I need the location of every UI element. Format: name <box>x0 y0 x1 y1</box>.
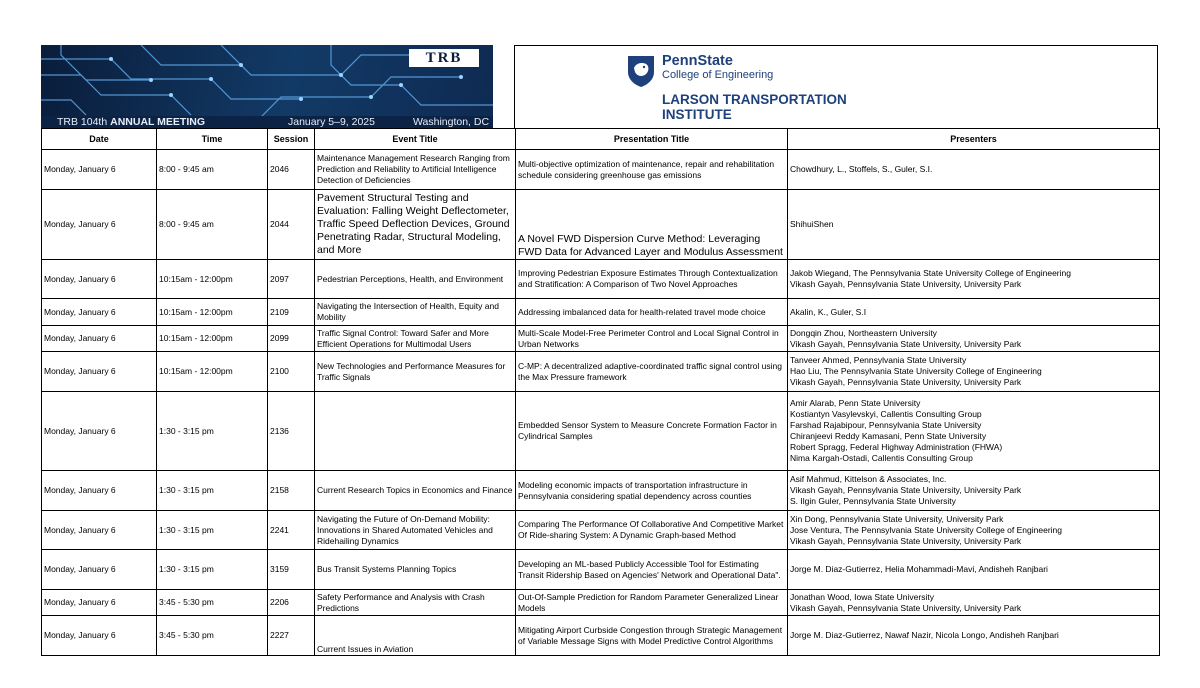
time-cell: 3:45 - 5:30 pm <box>157 590 268 616</box>
event-title-cell: Navigating the Intersection of Health, Equity and Mobility <box>315 299 516 326</box>
table-row <box>42 471 1160 511</box>
presentation-title-cell: Multi-Scale Model-Free Perimeter Control and Local Signal Control in Urban Networks <box>516 326 788 352</box>
presenters-cell: Akalin, K., Guler, S.I <box>788 299 1160 326</box>
event-title-cell: Safety Performance and Analysis with Crash Predictions <box>315 590 516 616</box>
time-cell: 10:15am - 12:00pm <box>157 326 268 352</box>
presentation-title-cell: Multi-objective optimization of maintenance, repair and rehabilitation schedule considering greenhouse gas emissions <box>516 150 788 190</box>
column-header-presenters: Presenters <box>788 129 1160 150</box>
presenters-cell: ShihuiShen <box>788 190 1160 260</box>
date-cell: Monday, January 6 <box>42 616 157 656</box>
date-cell: Monday, January 6 <box>42 511 157 550</box>
presenters-cell: Chowdhury, L., Stoffels, S., Guler, S.I. <box>788 150 1160 190</box>
presentation-title-cell: C-MP: A decentralized adaptive-coordinated traffic signal control using the Max Pressure framework <box>516 352 788 392</box>
presentation-title-cell: A Novel FWD Dispersion Curve Method: Leveraging FWD Data for Advanced Layer and Modulus Assessment <box>516 190 788 260</box>
event-title-cell: Traffic Signal Control: Toward Safer and More Efficient Operations for Multimodal Users <box>315 326 516 352</box>
column-header-time: Time <box>157 129 268 150</box>
time-cell: 3:45 - 5:30 pm <box>157 616 268 656</box>
date-cell: Monday, January 6 <box>42 150 157 190</box>
session-cell: 2206 <box>268 590 315 616</box>
table-row <box>42 190 1160 260</box>
trb-logo: TRB <box>409 49 479 67</box>
table-header-row <box>42 129 1160 150</box>
event-title-cell: Navigating the Future of On-Demand Mobility: Innovations in Shared Automated Vehicles and Ridehailing Dynamics <box>315 511 516 550</box>
presenters-cell: Jorge M. Diaz-Gutierrez, Nawaf Nazir, Nicola Longo, Andisheh Ranjbari <box>788 616 1160 656</box>
time-cell: 8:00 - 9:45 am <box>157 190 268 260</box>
date-cell: Monday, January 6 <box>42 471 157 511</box>
university-name: PennState <box>662 53 733 69</box>
event-title-cell <box>315 392 516 471</box>
presentation-title-cell: Addressing imbalanced data for health-related travel mode choice <box>516 299 788 326</box>
session-cell: 2099 <box>268 326 315 352</box>
presenters-cell: Jakob Wiegand, The Pennsylvania State University College of Engineering Vikash Gayah, Pennsylvania State University, University Park <box>788 260 1160 299</box>
table-row <box>42 590 1160 616</box>
schedule-table <box>41 128 1160 656</box>
time-cell: 10:15am - 12:00pm <box>157 352 268 392</box>
time-cell: 1:30 - 3:15 pm <box>157 471 268 511</box>
date-cell: Monday, January 6 <box>42 326 157 352</box>
session-cell: 2109 <box>268 299 315 326</box>
event-title-cell: New Technologies and Performance Measures for Traffic Signals <box>315 352 516 392</box>
presenters-cell: Asif Mahmud, Kittelson & Associates, Inc. Vikash Gayah, Pennsylvania State University, University Park S. Ilgin Guler, Pennsylvania State University <box>788 471 1160 511</box>
table-row <box>42 511 1160 550</box>
trb-annual-meeting-banner <box>41 45 493 129</box>
meeting-dates: January 5–9, 2025 <box>288 116 375 128</box>
time-cell: 1:30 - 3:15 pm <box>157 550 268 590</box>
header-box <box>514 45 1158 128</box>
date-cell: Monday, January 6 <box>42 260 157 299</box>
presentation-title-cell: Comparing The Performance Of Collaborative And Competitive Market Of Ride-sharing System: A Dynamic Graph-based Method <box>516 511 788 550</box>
meeting-location: Washington, DC <box>413 116 490 128</box>
time-cell: 8:00 - 9:45 am <box>157 150 268 190</box>
presentation-title-cell: Mitigating Airport Curbside Congestion through Strategic Management of Variable Message Signs with Model Predictive Control Algorithms <box>516 616 788 656</box>
time-cell: 10:15am - 12:00pm <box>157 299 268 326</box>
date-cell: Monday, January 6 <box>42 590 157 616</box>
presentation-title-cell: Modeling economic impacts of transportation infrastructure in Pennsylvania considering spatial dependency across counties <box>516 471 788 511</box>
table-row <box>42 326 1160 352</box>
date-cell: Monday, January 6 <box>42 190 157 260</box>
presenters-cell: Xin Dong, Pennsylvania State University, University Park Jose Ventura, The Pennsylvania State University College of Engineering Vikash Gayah, Pennsylvania State University, University Park <box>788 511 1160 550</box>
presenters-cell: Tanveer Ahmed, Pennsylvania State University Hao Liu, The Pennsylvania State University College of Engineering Vikash Gayah, Pennsylvania State University, University Park <box>788 352 1160 392</box>
session-cell: 2136 <box>268 392 315 471</box>
event-title-cell: Pavement Structural Testing and Evaluation: Falling Weight Deflectometer, Traffic Speed Deflection Devices, Ground Penetrating Radar, Structural Modeling, and More <box>315 190 516 260</box>
event-title-cell: Bus Transit Systems Planning Topics <box>315 550 516 590</box>
time-cell: 1:30 - 3:15 pm <box>157 392 268 471</box>
presenters-cell: Jorge M. Diaz-Gutierrez, Helia Mohammadi-Mavi, Andisheh Ranjbari <box>788 550 1160 590</box>
presentation-title-cell: Developing an ML-based Publicly Accessible Tool for Estimating Transit Ridership Based on Agencies' Network and Operational Data". <box>516 550 788 590</box>
presenters-cell: Dongqin Zhou, Northeastern University Vikash Gayah, Pennsylvania State University, University Park <box>788 326 1160 352</box>
date-cell: Monday, January 6 <box>42 392 157 471</box>
date-cell: Monday, January 6 <box>42 299 157 326</box>
presentation-title-cell: Out-Of-Sample Prediction for Random Parameter Generalized Linear Models <box>516 590 788 616</box>
session-cell: 2100 <box>268 352 315 392</box>
table-row <box>42 550 1160 590</box>
column-header-date: Date <box>42 129 157 150</box>
event-title-cell: Current Research Topics in Economics and Finance <box>315 471 516 511</box>
session-cell: 2158 <box>268 471 315 511</box>
column-header-event-title: Event Title <box>315 129 516 150</box>
time-cell: 10:15am - 12:00pm <box>157 260 268 299</box>
date-cell: Monday, January 6 <box>42 550 157 590</box>
presenters-cell: Jonathan Wood, Iowa State University Vikash Gayah, Pennsylvania State University, University Park <box>788 590 1160 616</box>
date-cell: Monday, January 6 <box>42 352 157 392</box>
presentation-title-cell: Embedded Sensor System to Measure Concrete Formation Factor in Cylindrical Samples <box>516 392 788 471</box>
table-row <box>42 150 1160 190</box>
event-title-cell: Maintenance Management Research Ranging from Prediction and Reliability to Artificial Intelligence Detection of Deficiencies <box>315 150 516 190</box>
presentation-title-cell: Improving Pedestrian Exposure Estimates Through Contextualization and Stratification: A Comparison of Two Novel Approaches <box>516 260 788 299</box>
table-row <box>42 392 1160 471</box>
session-cell: 2046 <box>268 150 315 190</box>
nittany-lion-shield-icon <box>626 54 656 88</box>
presenters-cell: Amir Alarab, Penn State University Kostiantyn Vasylevskyi, Callentis Consulting Group Farshad Rajabipour, Pennsylvania State University Chiranjeevi Reddy Kamasani, Penn State University Robert Spragg, Federal Highway Administration (FHWA) Nima Kargah-Ostadi, Callentis Consulting Group <box>788 392 1160 471</box>
time-cell: 1:30 - 3:15 pm <box>157 511 268 550</box>
session-cell: 2097 <box>268 260 315 299</box>
session-cell: 2241 <box>268 511 315 550</box>
table-row <box>42 299 1160 326</box>
column-header-session: Session <box>268 129 315 150</box>
session-cell: 2227 <box>268 616 315 656</box>
table-row <box>42 616 1160 656</box>
session-cell: 3159 <box>268 550 315 590</box>
meeting-title: TRB 104th ANNUAL MEETING <box>57 116 206 128</box>
event-title-cell: Pedestrian Perceptions, Health, and Environment <box>315 260 516 299</box>
table-row <box>42 260 1160 299</box>
event-title-cell: Current Issues in Aviation <box>315 616 516 656</box>
institute-name: LARSON TRANSPORTATION INSTITUTE <box>662 92 847 122</box>
session-cell: 2044 <box>268 190 315 260</box>
table-row <box>42 352 1160 392</box>
college-name: College of Engineering <box>662 69 774 81</box>
column-header-presentation-title: Presentation Title <box>516 129 788 150</box>
